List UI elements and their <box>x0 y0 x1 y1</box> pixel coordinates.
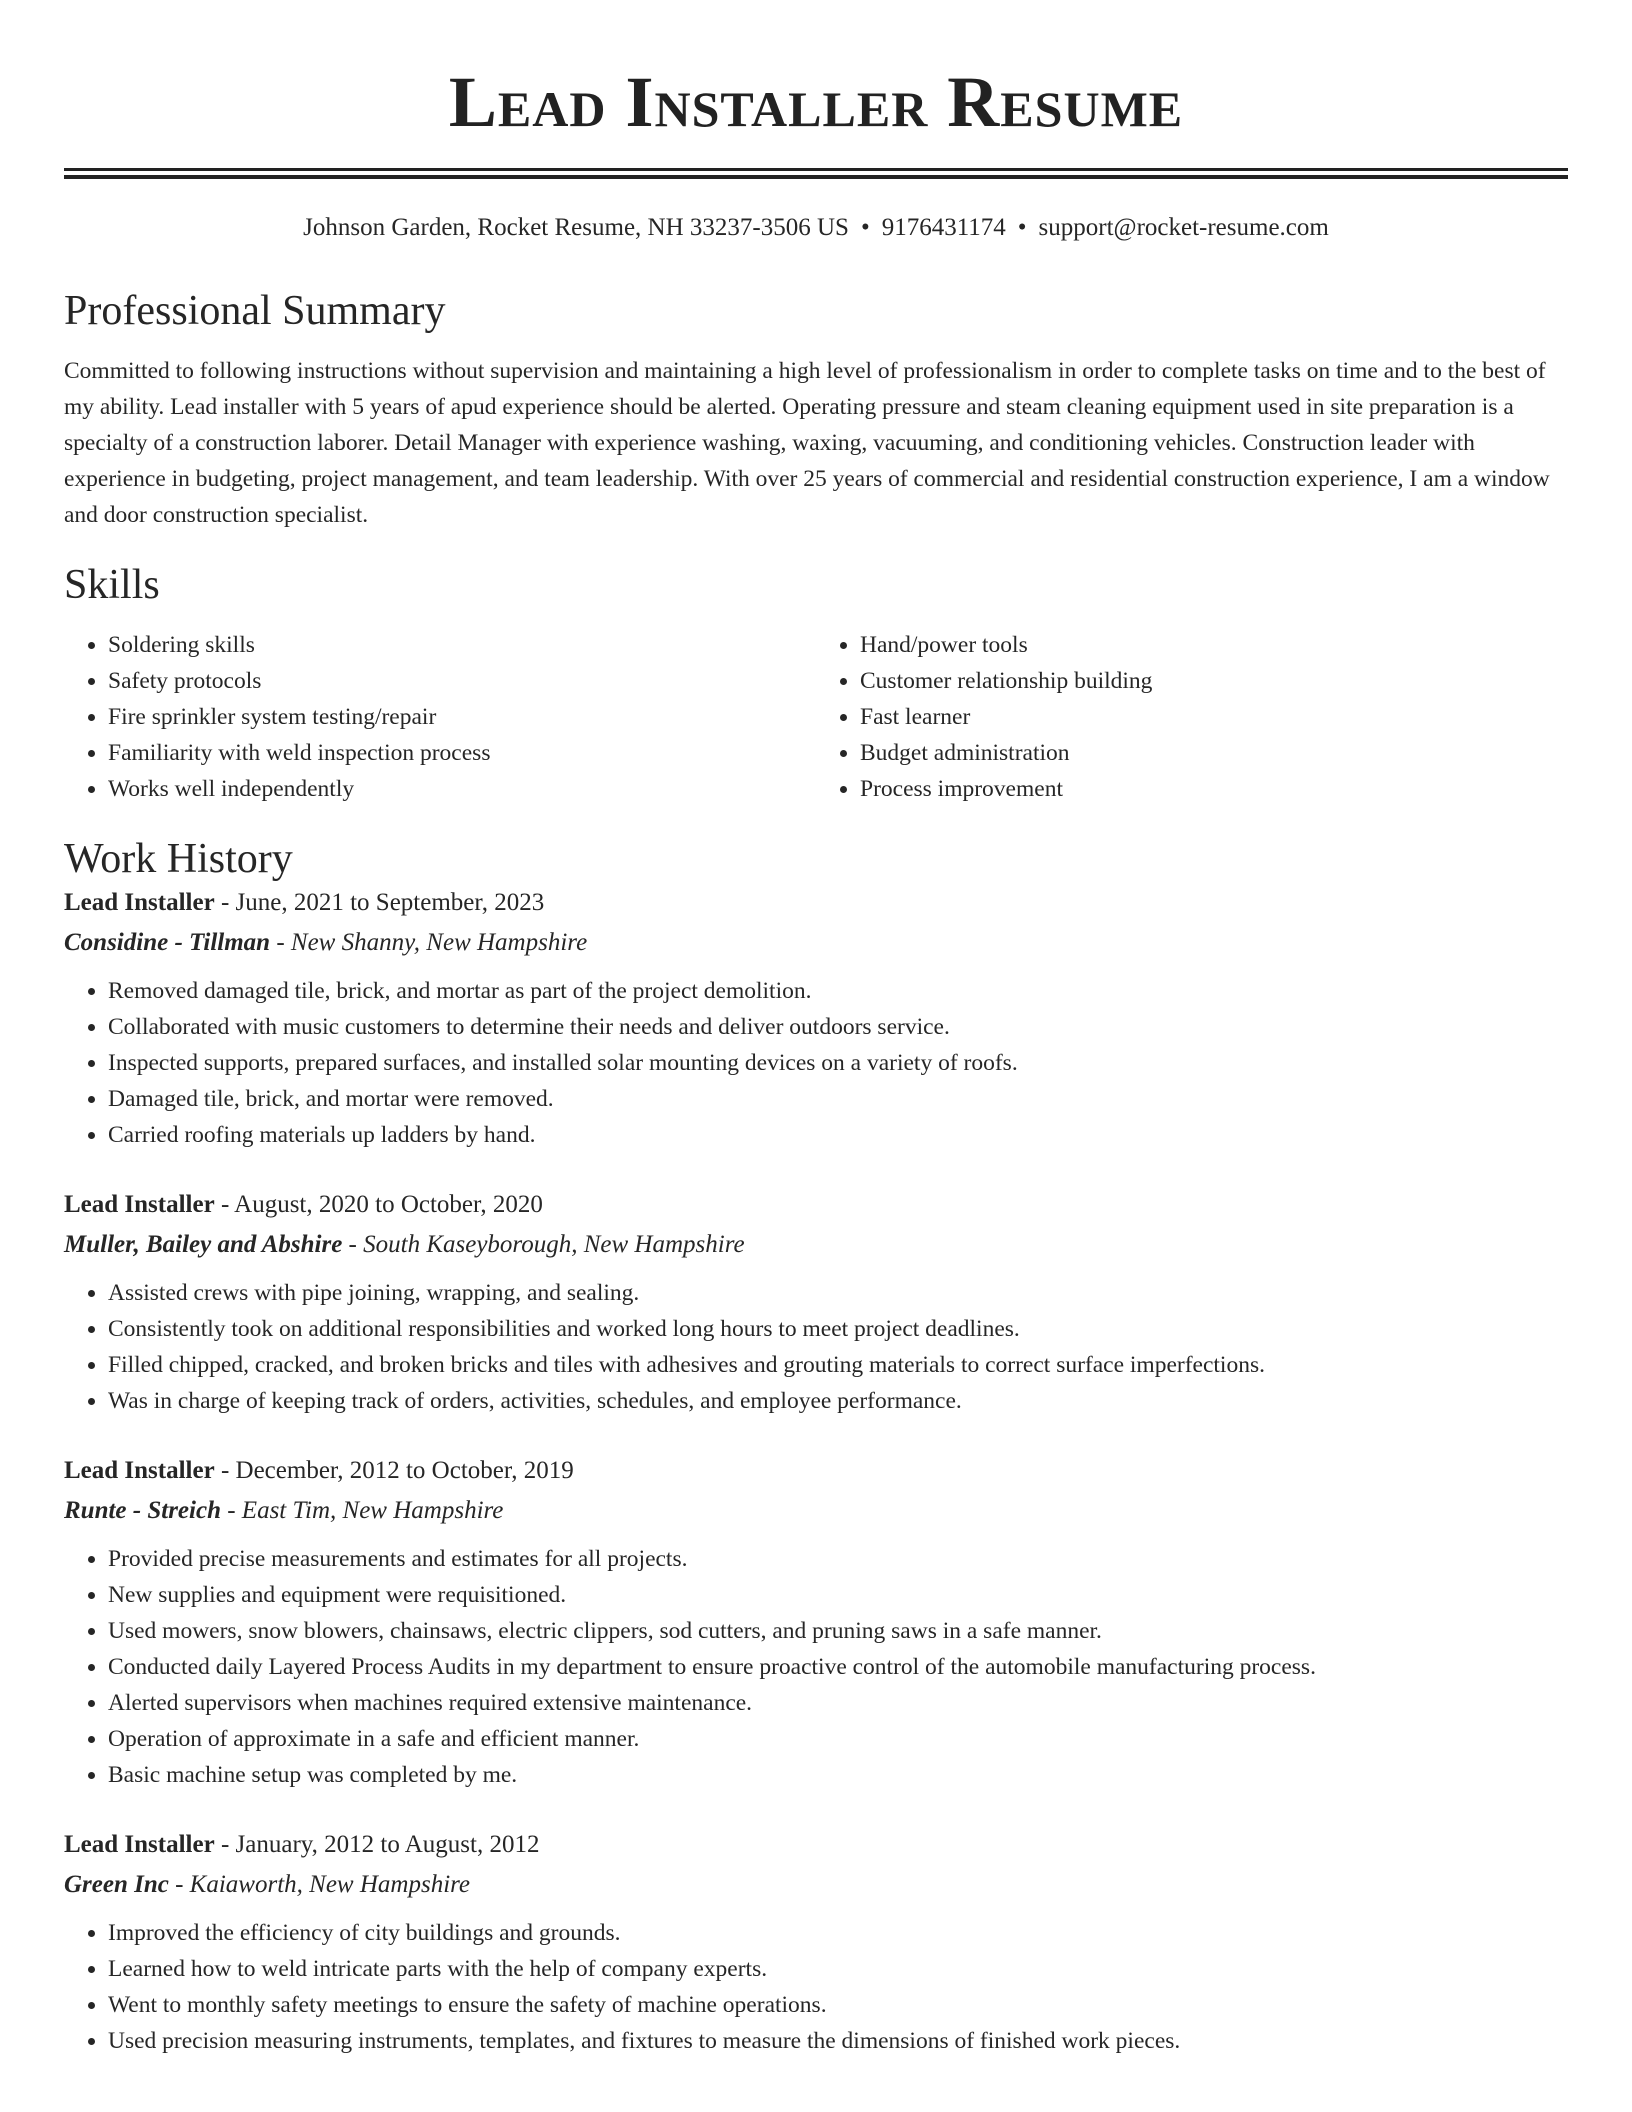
employer-location: - New Shanny, New Hampshire <box>270 929 588 956</box>
contact-separator: • <box>1017 214 1027 241</box>
title-divider <box>64 168 1568 179</box>
employer-name: Muller, Bailey and Abshire <box>64 1231 343 1258</box>
job-bullet: • Conducted daily Layered Process Audits in my department to ensure proactive control of the automobile manufacturing process. <box>108 1649 1568 1685</box>
job-bullet: • Provided precise measurements and estimates for all projects. <box>108 1541 1568 1577</box>
job-bullet: • Learned how to weld intricate parts with the help of company experts. <box>108 1951 1568 1987</box>
skill-item: • Works well independently <box>108 771 816 807</box>
contact-phone: 9176431174 <box>881 214 1006 241</box>
job-bullet: • Operation of approximate in a safe and efficient manner. <box>108 1721 1568 1757</box>
skill-item: • Process improvement <box>860 771 1568 807</box>
employer-location: - Kaiaworth, New Hampshire <box>168 1871 471 1898</box>
employer-location: - East Tim, New Hampshire <box>220 1497 504 1524</box>
job-dates: - August, 2020 to October, 2020 <box>214 1191 543 1218</box>
job-bullet: • Went to monthly safety meetings to ensure the safety of machine operations. <box>108 1987 1568 2023</box>
job-bullet: • New supplies and equipment were requisitioned. <box>108 1577 1568 1613</box>
skill-item: • Customer relationship building <box>860 663 1568 699</box>
job-bullet: • Removed damaged tile, brick, and mortar as part of the project demolition. <box>108 973 1568 1009</box>
job-entry <box>64 1185 1568 1419</box>
job-bullet: • Damaged tile, brick, and mortar were removed. <box>108 1081 1568 1117</box>
summary-text: Committed to following instructions without supervision and maintaining a high level of professionalism in order to complete tasks on time and to the best of my ability. Lead installer with 5 years of apud experience should be alerted. Operating pressure and steam cleaning equipment used in site preparation is a specialty of a construction laborer. Detail Manager with experience washing, waxing, vacuuming, and conditioning vehicles. Construction leader with experience in budgeting, project management, and team leadership. With over 25 years of commercial and residential construction experience, I am a window and door construction specialist. <box>64 358 1550 528</box>
skill-item: • Fast learner <box>860 699 1568 735</box>
skill-item: • Safety protocols <box>108 663 816 699</box>
contact-line <box>64 213 1568 243</box>
job-bullet: • Used mowers, snow blowers, chainsaws, electric clippers, sod cutters, and pruning saws in a safe manner. <box>108 1613 1568 1649</box>
job-bullet: • Alerted supervisors when machines required extensive maintenance. <box>108 1685 1568 1721</box>
job-bullet: • Inspected supports, prepared surfaces, and installed solar mounting devices on a variety of roofs. <box>108 1045 1568 1081</box>
job-dates: - January, 2012 to August, 2012 <box>214 1831 540 1858</box>
skills-list <box>64 627 1568 807</box>
skill-item: • Fire sprinkler system testing/repair <box>108 699 816 735</box>
job-entry <box>64 1451 1568 1793</box>
skill-item: • Soldering skills <box>108 627 816 663</box>
job-title-line <box>64 883 1568 923</box>
job-title: Lead Installer <box>64 1831 215 1858</box>
skill-item: • Budget administration <box>860 735 1568 771</box>
resume-title: Lead Installer Resume <box>448 62 1184 142</box>
job-title: Lead Installer <box>64 1191 215 1218</box>
contact-email: support@rocket-resume.com <box>1038 214 1329 241</box>
job-bullet: • Carried roofing materials up ladders by hand. <box>108 1117 1568 1153</box>
job-bullet: • Was in charge of keeping track of orders, activities, schedules, and employee performance. <box>108 1383 1568 1419</box>
job-title: Lead Installer <box>64 1457 215 1484</box>
employer-name: Runte - Streich <box>64 1497 221 1524</box>
job-bullet: • Basic machine setup was completed by me. <box>108 1757 1568 1793</box>
skill-item: • Familiarity with weld inspection process <box>108 735 816 771</box>
resume-page <box>64 0 1568 2059</box>
skill-item: • Hand/power tools <box>860 627 1568 663</box>
job-bullets <box>64 973 1568 1153</box>
job-bullet: • Collaborated with music customers to determine their needs and deliver outdoors service. <box>108 1009 1568 1045</box>
skills-heading: Skills <box>64 562 160 608</box>
job-entry <box>64 883 1568 1153</box>
job-title: Lead Installer <box>64 889 215 916</box>
job-entry <box>64 1825 1568 2059</box>
job-title-line <box>64 1185 1568 1225</box>
job-bullets <box>64 1275 1568 1419</box>
job-bullets <box>64 1541 1568 1793</box>
employer-name: Considine - Tillman <box>64 929 271 956</box>
employer-location: - South Kaseyborough, New Hampshire <box>342 1231 745 1258</box>
job-bullet: • Consistently took on additional responsibilities and worked long hours to meet project deadlines. <box>108 1311 1568 1347</box>
job-bullet: • Used precision measuring instruments, templates, and fixtures to measure the dimensions of finished work pieces. <box>108 2023 1568 2059</box>
job-title-line <box>64 1451 1568 1491</box>
employer-line <box>64 923 1568 963</box>
job-bullet: • Improved the efficiency of city buildings and grounds. <box>108 1915 1568 1951</box>
employer-name: Green Inc <box>64 1871 169 1898</box>
contact-separator: • <box>860 214 870 241</box>
employer-line <box>64 1225 1568 1265</box>
job-dates: - June, 2021 to September, 2023 <box>214 889 545 916</box>
skills-column-right <box>816 627 1568 807</box>
work-history-heading: Work History <box>64 836 293 882</box>
employer-line <box>64 1865 1568 1905</box>
job-bullet: • Filled chipped, cracked, and broken bricks and tiles with adhesives and grouting materials to correct surface imperfections. <box>108 1347 1568 1383</box>
skills-column-left <box>64 627 816 807</box>
job-title-line <box>64 1825 1568 1865</box>
job-dates: - December, 2012 to October, 2019 <box>214 1457 574 1484</box>
summary-heading: Professional Summary <box>64 288 446 334</box>
job-bullets <box>64 1915 1568 2059</box>
contact-address: Johnson Garden, Rocket Resume, NH 33237-3506 US <box>303 214 849 241</box>
employer-line <box>64 1491 1568 1531</box>
job-bullet: • Assisted crews with pipe joining, wrapping, and sealing. <box>108 1275 1568 1311</box>
